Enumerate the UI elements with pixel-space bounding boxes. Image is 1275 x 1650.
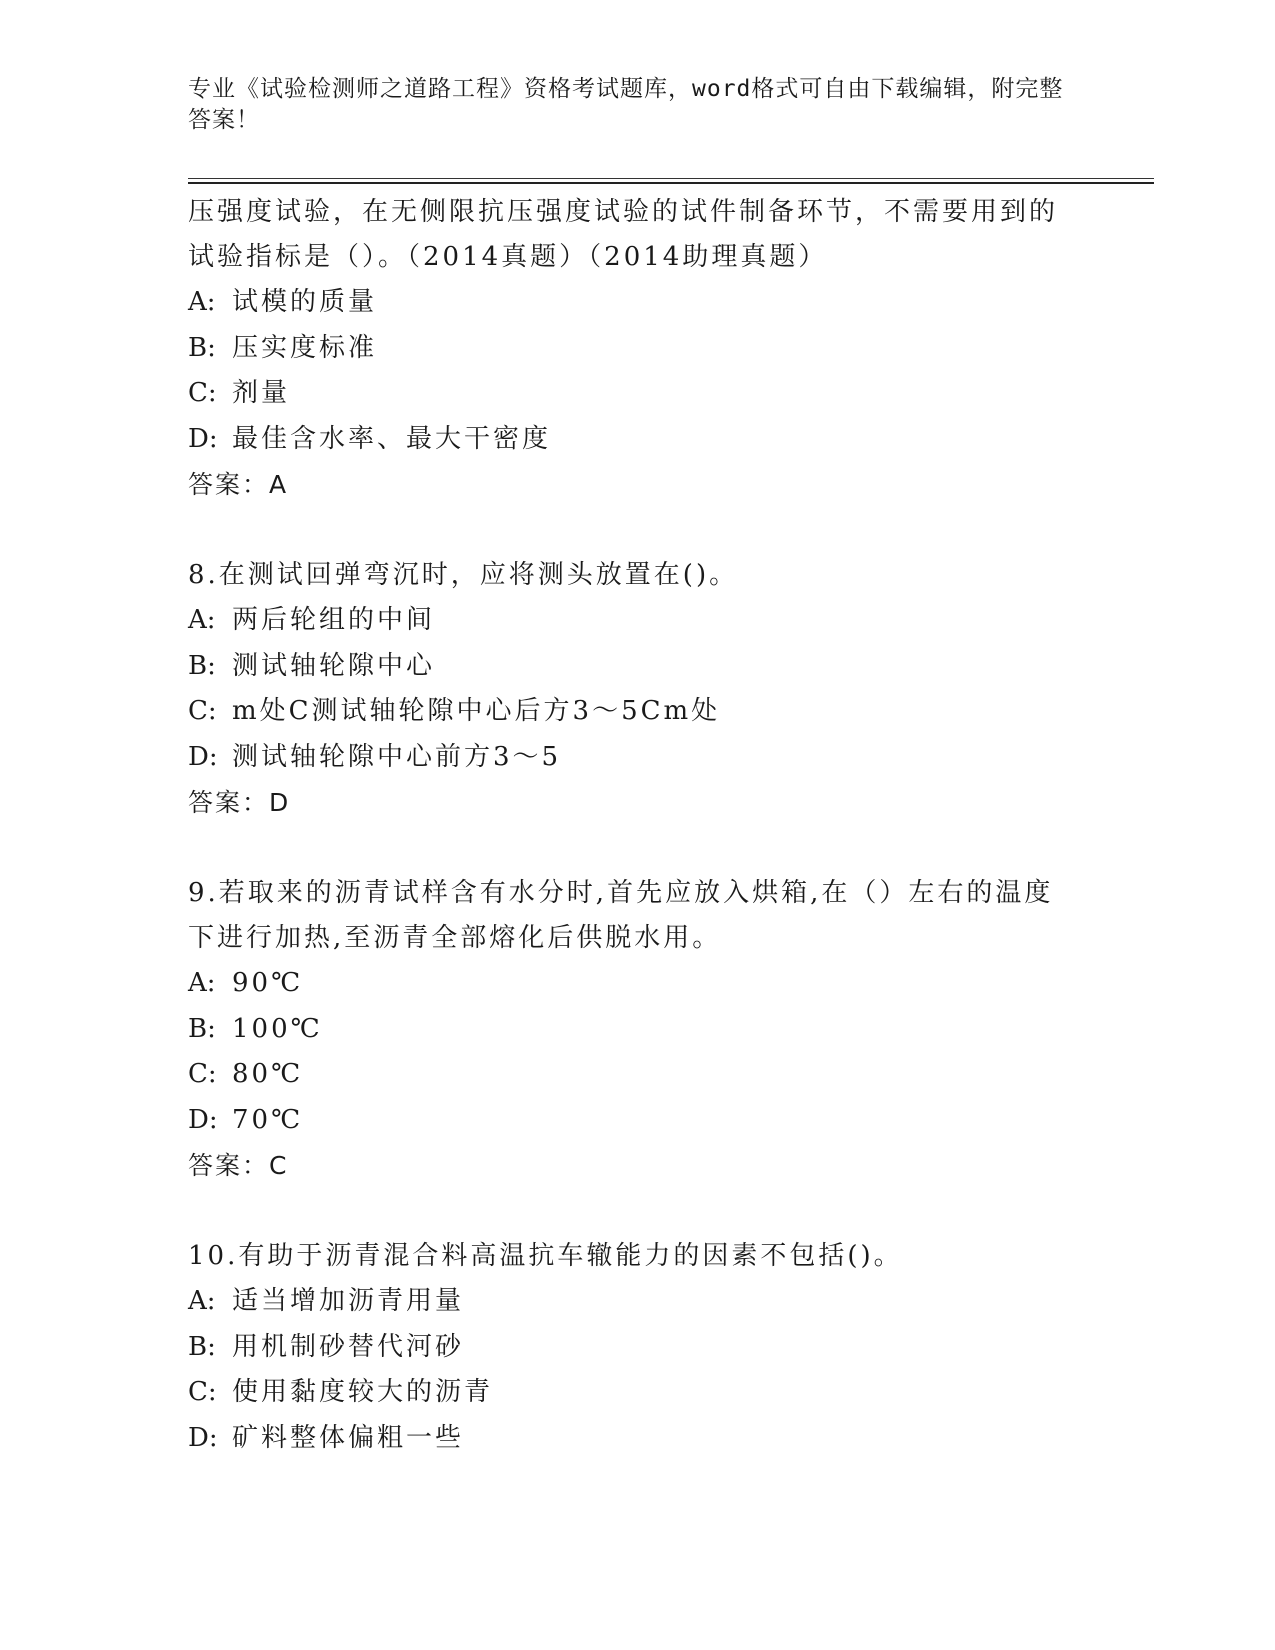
option-text: m处C测试轴轮隙中心后方3～5Cm处: [232, 696, 721, 727]
option-b: [188, 1007, 1068, 1053]
option-letter: B:: [188, 1331, 216, 1362]
option-text: 两后轮组的中间: [232, 604, 436, 635]
option-text: 测试轴轮隙中心: [232, 650, 436, 681]
question-text: 9.若取来的沥青试样含有水分时,首先应放入烘箱,在（）左右的温度下进行加热,至沥青全部熔化后供脱水用。: [188, 877, 1054, 953]
option-text: 适当增加沥青用量: [232, 1285, 465, 1316]
option-a: [188, 961, 1068, 1007]
option-text: 用机制砂替代河砂: [232, 1331, 465, 1362]
question-7: [188, 190, 1068, 508]
option-text: 剂量: [232, 378, 291, 409]
option-d: [188, 1098, 1068, 1144]
question-8: [188, 553, 1068, 826]
option-c: [188, 371, 1068, 417]
header-divider-thin: [188, 178, 1154, 179]
option-a: [188, 1279, 1068, 1325]
option-b: [188, 326, 1068, 372]
option-letter: D:: [188, 741, 218, 772]
option-letter: A:: [188, 287, 216, 317]
option-letter: D:: [188, 1104, 218, 1135]
option-d: [188, 735, 1068, 781]
question-text: 10.有助于沥青混合料高温抗车辙能力的因素不包括()。: [188, 1240, 903, 1271]
option-letter: A:: [188, 1285, 216, 1316]
option-text: 使用黏度较大的沥青: [232, 1377, 494, 1408]
option-text: 试模的质量: [232, 287, 378, 317]
option-text: 测试轴轮隙中心前方3～5: [232, 741, 562, 772]
answer-line: 答案：A: [188, 470, 289, 500]
option-letter: A:: [188, 604, 216, 635]
header-divider-thick: [188, 182, 1154, 184]
option-text: 压实度标准: [232, 332, 378, 363]
option-text: 80℃: [232, 1059, 304, 1090]
option-letter: B:: [188, 1013, 216, 1044]
option-letter: B:: [188, 332, 216, 363]
option-letter: D:: [188, 1422, 218, 1453]
option-a: [188, 280, 1068, 326]
page-header: 专业《试验检测师之道路工程》资格考试题库，word格式可自由下载编辑，附完整答案！: [188, 76, 1064, 133]
option-text: 100℃: [232, 1013, 323, 1044]
option-d: [188, 417, 1068, 463]
option-d: [188, 1416, 1068, 1462]
answer-line: 答案：C: [188, 1151, 289, 1181]
option-c: [188, 1052, 1068, 1098]
option-letter: C:: [188, 1059, 217, 1090]
option-letter: D:: [188, 423, 218, 454]
option-b: [188, 644, 1068, 690]
option-c: [188, 689, 1068, 735]
option-text: 矿料整体偏粗一些: [232, 1422, 465, 1453]
option-letter: B:: [188, 650, 216, 681]
answer-line: 答案：D: [188, 788, 291, 818]
question-9: [188, 871, 1068, 1189]
option-b: [188, 1325, 1068, 1371]
option-letter: A:: [188, 967, 216, 998]
option-text: 90℃: [232, 967, 304, 998]
question-text: 8.在测试回弹弯沉时，应将测头放置在()。: [188, 559, 739, 590]
option-text: 最佳含水率、最大干密度: [232, 423, 552, 454]
option-a: [188, 598, 1068, 644]
option-letter: C:: [188, 696, 217, 727]
option-text: 70℃: [232, 1104, 304, 1135]
option-letter: C:: [188, 1377, 217, 1408]
option-c: [188, 1370, 1068, 1416]
option-letter: C:: [188, 378, 217, 409]
question-list: [188, 190, 1068, 1461]
question-text: 压强度试验，在无侧限抗压强度试验的试件制备环节，不需要用到的试验指标是（）。（2014真题）（2014助理真题）: [188, 197, 1059, 272]
question-10: [188, 1234, 1068, 1461]
